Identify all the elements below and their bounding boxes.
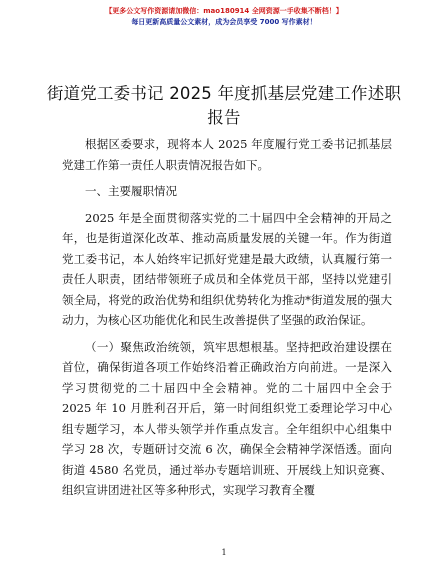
body-paragraph-1: 2025 年是全面贯彻落实党的二十届四中全会精神的开局之年，也是街道深化改革、推动高质量发展的关键一年。作为街道党工委书记，本人始终牢记抓好党建是最大政绩，认真履行第一责任人职责，团结带领班子成员和全体党员干部，坚持以党建引领全局，将党的政治优势和组织优势转化为推动*街道发展的强大动力，为核心区功能优化和民生改善提供了坚强的政治保证。 (62, 210, 392, 327)
page-number: 1 (221, 548, 227, 557)
document-title: 街道党工委书记 2025 年度抓基层党建工作述职报告 (46, 84, 402, 127)
promo-line-1: 【更多公文写作资源请加微信：mao180914 全网资源一手收集不断档！】 (105, 7, 343, 15)
promo-banner (0, 6, 448, 28)
intro-paragraph: 根据区委要求，现将本人 2025 年度履行党工委书记抓基层党建工作第一责任人职责情况报告如下。 (62, 137, 392, 172)
promo-line-2: 每日更新高质量公文素材，成为会员享受 7000 写作素材！ (131, 18, 317, 26)
document-body (62, 134, 392, 507)
section-heading: 一、主要履职情况 (85, 184, 177, 198)
body-paragraph-2: （一）聚焦政治统领，筑牢思想根基。坚持把政治建设摆在首位，确保街道各项工作始终沿着正确政治方向前进。一是深入学习贯彻党的二十届四中全会精神。党的二十届四中全会于 2025 年 10 月胜利召开后，第一时间组织党工委理论学习中心组专题学习，本人带头领学并作重点发言。全年组织中心组集中学习 28 次，专题研讨交流 6 次，确保全会精神学深悟透。面向街道 4580 名党员，通过举办专题培训班、开展线上知识竞赛、组织宣讲团进社区等多种形式，实现学习教育全覆 (62, 339, 392, 497)
